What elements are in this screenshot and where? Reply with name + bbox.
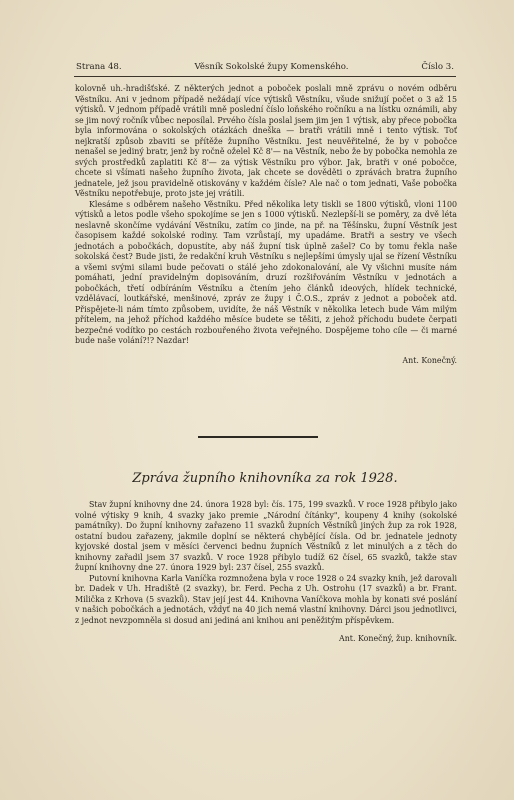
article-library-report xyxy=(75,500,457,645)
running-header xyxy=(76,62,454,72)
header-rule xyxy=(74,76,456,77)
article1-paragraph-2: Klesáme s odběrem našeho Věstníku. Před několika lety tiskli se 1800 výtisků, vloni 1100 výtisků a letos podle všeho spokojíme se jen s 1000 výtisků. Nezlepší-li se poměry, za dvě léta neslavně skončíme vydávání Věstníku, zatím co jinde, na př. na Těšínsku, župní Věstník jest časopisem každé sokolské rodiny. Tam vzrůstají, my upadáme. Bratři a sestry ve všech jednotách a pobočkách, dopustíte, aby náš župní tisk úplně zašel? Co by tomu řekla naše sokolská čest? Bude jisti, že redakční kruh Věstníku s nejlepšími úmysly ujal se řízení Věstníku a všemi svými silami bude pečovati o stálé jeho zdokonalování, ale Vy všichni musíte nám pomáhati, jední pravidelným dopisováním, druzí rozšiřováním Věstníku v jednotách a pobočkách, třetí odbíráním Věstníku a čtením jeho článků ideových, hlídek technické, vzdělávací, loutkářské, menšinové, zpráv ze župy i Č.O.S., zpráv z jednot a poboček atd. Přispějete-li nám tímto způsobem, uvidíte, že náš Věstník v několika letech bude Vám milým přítelem, na jehož příchod každého měsíce budete se těšiti, z jehož příchodu budete čerpati bezpečné vodítko po cestách rozbouřeného života veřejného. Dospějeme toho cíle — či marné bude naše volání?!? Nazdar! xyxy=(75,199,457,345)
section-divider xyxy=(198,436,318,438)
issue-number: Číslo 3. xyxy=(421,62,454,72)
article2-paragraph-2: Putovní knihovna Karla Vaníčka rozmnožena byla v roce 1928 o 24 svazky knih, jež darovali br. Dadek v Uh. Hradiště (2 svazky), br. Ferd. Pecha z Uh. Ostrohu (17 svazků) a br. Frant. Milička z Krhova (5 svazků). Stav její jest 44. Knihovna Vaníčkova mohla by konati své poslání v našich pobočkách a jednotách, vždyť na 40 jich nemá vlastní knihovny. Dárci jsou jednotlivci, z jednot nevzpomněla si dosud ani jediná ani knihou ani peněžitým příspěvkem. xyxy=(75,573,457,625)
article1-paragraph-1: kolovně uh.-hradišťské. Z některých jednot a poboček poslali mně zprávu o novém odběru Věstníku. Ani v jednom případě nežádají více výtisků Věstníku, všude snižují počet o 3 až 15 výtisků. V jednom případě vrátili mně poslední číslo loňského ročníku a na lístku oznámili, aby se jim nový ročník vůbec neposílal. Prvého čísla poslal jsem jim jen 1 výtisk, aby přece pobočka byla informována o sokolských otázkách dneška — bratři vrátili mně i tento výtisk. Toť nejkratší způsob zbaviti se přítěže župního Věstníku. Jest neuvěřitelné, že by v pobočce nenašel se jediný bratr, jenž by ročně oželel Kč 8'— na Věstník, nebo že by pobočka nemohla ze svých prostředků zaplatiti Kč 8'— za výtisk Věstníku pro výbor. Jak, bratři v oné pobočce, chcete si všímati našeho župního života, jak chcete se dověděti o zprávách bratra župního jednatele, jež jsou pravidelně otiskovány v každém čísle? Ale nač o tom jednati, Vaše pobočka Věstníku nepotřebuje, proto jste jej vrátili. xyxy=(75,84,457,198)
journal-title: Věsník Sokolské župy Komenského. xyxy=(194,62,349,72)
page-number: Strana 48. xyxy=(76,62,122,72)
article-subscription xyxy=(75,84,457,366)
article2-title: Zpráva župního knihovníka za rok 1928. xyxy=(132,471,398,486)
article2-paragraph-1: Stav župní knihovny dne 24. února 1928 byl: čís. 175, 199 svazků. V roce 1928 přibylo jako volné výtisky 9 knih, 4 svazky jako premie „Národní čítánky", koupeny 4 knihy (sokolské památníky). Do župní knihovny zařazeno 11 svazků župních Věstníků jiných žup za rok 1928, ostatní budou zařazeny, jakmile doplní se některá chybějící čísla. Od br. jednatele jednoty kyjovské dostal jsem v měsíci červenci bednu župních Věstníků z let minulých a z těch do knihovny zařadil jsem 37 svazků. V roce 1928 přibylo tudíž 62 čísel, 65 svazků, takže stav župní knihovny dne 27. února 1929 byl: 237 čísel, 255 svazků. xyxy=(75,500,457,572)
article1-signature: Ant. Konečný. xyxy=(402,355,457,365)
article2-signature: Ant. Konečný, žup. knihovník. xyxy=(339,634,457,643)
